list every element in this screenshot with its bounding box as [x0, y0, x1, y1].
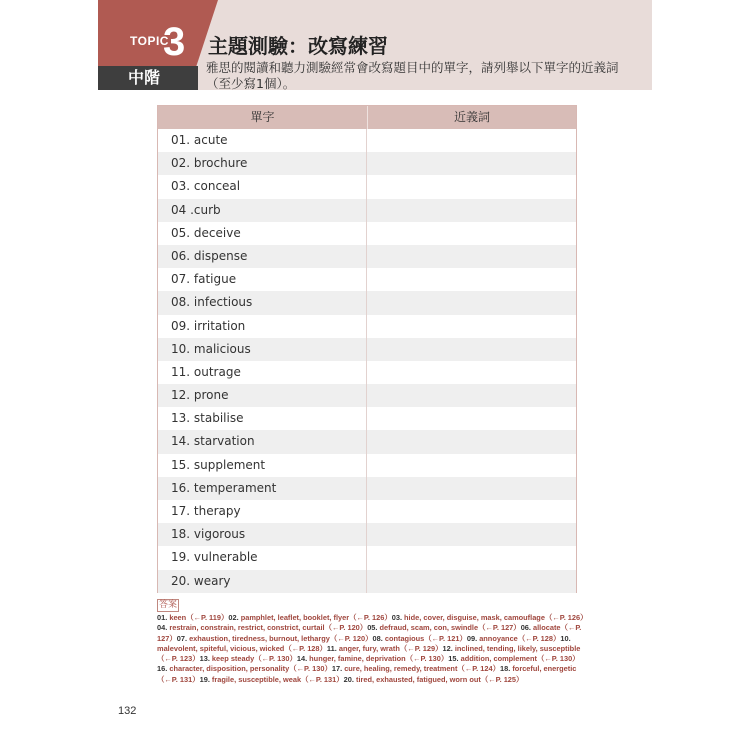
topic-label: TOPIC: [130, 34, 169, 48]
page-number: 132: [118, 705, 137, 717]
table-row: [158, 315, 576, 338]
answer-number: 12.: [442, 643, 455, 653]
synonym-answer-field[interactable]: [367, 338, 576, 361]
vocabulary-word: 20. weary: [158, 570, 367, 593]
answer-number: 11.: [326, 643, 339, 653]
table-header: [158, 106, 576, 129]
instructions: 雅思的閱讀和聽力測驗經常會改寫題目中的單字，請列舉以下單字的近義詞（至少寫1個）。: [206, 60, 619, 91]
table-row: [158, 430, 576, 453]
answer-page-ref: （←P. 129）: [399, 643, 443, 653]
table-row: [158, 129, 576, 152]
vocabulary-word: 10. malicious: [158, 338, 367, 361]
answer-synonyms: cure, healing, remedy, treatment: [344, 664, 458, 674]
answer-number: 19.: [199, 674, 212, 684]
answer-number: 14.: [296, 654, 310, 664]
synonym-answer-field[interactable]: [367, 430, 576, 453]
vocabulary-word: 02. brochure: [158, 152, 367, 175]
answer-synonyms: malevolent, spiteful, vicious, wicked: [157, 643, 285, 653]
vocabulary-word: 07. fatigue: [158, 268, 367, 291]
table-row: [158, 546, 576, 569]
page-title: 主題測驗：改寫練習: [208, 34, 388, 58]
vocabulary-word: 17. therapy: [158, 500, 367, 523]
answer-number: 06.: [520, 623, 534, 633]
answer-synonyms: forceful, energetic: [512, 664, 577, 674]
answer-tag: 答案: [159, 600, 178, 610]
answer-synonyms: contagious: [384, 633, 425, 643]
synonym-answer-field[interactable]: [367, 222, 576, 245]
table-row: [158, 222, 576, 245]
answer-synonyms: pamphlet, leaflet, booklet, flyer: [240, 613, 350, 622]
answer-number: 09.: [466, 633, 480, 643]
answer-synonyms: defraud, scam, con, swindle: [379, 623, 479, 633]
answer-synonyms: restrain, constrain, restrict, constrict, curtail: [169, 623, 325, 633]
answer-page-ref: （←P. 121）: [424, 633, 467, 643]
answer-synonyms: character, disposition, personality: [169, 664, 290, 674]
answer-number: 10.: [560, 633, 571, 643]
table-row: [158, 570, 576, 593]
answer-number: 18.: [500, 664, 513, 674]
vocabulary-word: 11. outrage: [158, 361, 367, 384]
column-header-word: 單字: [158, 106, 368, 129]
table-row: [158, 361, 576, 384]
vocabulary-word: 13. stabilise: [158, 407, 367, 430]
answer-page-ref: （←P. 130）: [289, 664, 332, 674]
vocabulary-word: 16. temperament: [158, 477, 367, 500]
answer-number: 03.: [391, 613, 405, 622]
answer-page-ref: （←P. 120）: [324, 623, 368, 633]
answer-synonyms: addition, complement: [460, 654, 537, 664]
answer-number: 04.: [157, 623, 170, 633]
answer-number: 07.: [176, 633, 190, 643]
vocabulary-word: 03. conceal: [158, 175, 367, 198]
synonym-answer-field[interactable]: [367, 546, 576, 569]
table-row: [158, 175, 576, 198]
answer-synonyms: annoyance: [479, 633, 518, 643]
answer-synonyms: hide, cover, disguise, mask, camouflage: [404, 613, 545, 622]
table-row: [158, 384, 576, 407]
synonym-answer-field[interactable]: [367, 570, 576, 593]
answer-page-ref: （←P. 120）: [329, 633, 373, 643]
vocabulary-word: 15. supplement: [158, 454, 367, 477]
table-row: [158, 245, 576, 268]
table-row: [158, 152, 576, 175]
answer-number: 01.: [157, 613, 170, 622]
vocabulary-word: 01. acute: [158, 129, 367, 152]
answer-page-ref: （←P. 124）: [457, 664, 501, 674]
synonym-answer-field[interactable]: [367, 291, 576, 314]
answer-synonyms: fragile, susceptible, weak: [211, 674, 302, 684]
answer-key: [157, 613, 589, 685]
answer-synonyms: hunger, famine, deprivation: [309, 654, 406, 664]
answer-synonyms: tired, exhausted, fatigued, worn out: [355, 674, 481, 684]
table-row: [158, 477, 576, 500]
table-row: [158, 407, 576, 430]
synonym-answer-field[interactable]: [367, 199, 576, 222]
table-row: [158, 291, 576, 314]
answer-page-ref: （←P. 127）: [478, 623, 521, 633]
table-row: [158, 500, 576, 523]
answer-page-ref: （←P. 130）: [405, 654, 449, 664]
synonym-answer-field[interactable]: [367, 175, 576, 198]
vocabulary-word: 12. prone: [158, 384, 367, 407]
answer-page-ref: （←P. 128）: [284, 643, 327, 653]
topic-number: 3: [163, 20, 186, 64]
answer-number: 05.: [367, 623, 380, 633]
vocabulary-word: 19. vulnerable: [158, 546, 367, 569]
synonym-answer-field[interactable]: [367, 454, 576, 477]
synonym-answer-field[interactable]: [367, 268, 576, 291]
vocabulary-word: 09. irritation: [158, 315, 367, 338]
vocabulary-table: [157, 105, 577, 593]
table-row: [158, 523, 576, 546]
answer-number: 16.: [157, 664, 170, 674]
table-row: [158, 268, 576, 291]
synonym-answer-field[interactable]: [367, 245, 576, 268]
answer-page-ref: （←P. 123）: [157, 654, 200, 664]
answer-synonyms: anger, fury, wrath: [338, 643, 400, 653]
answer-number: 02.: [228, 613, 241, 622]
synonym-answer-field[interactable]: [367, 152, 576, 175]
answer-page-ref: （←P. 130）: [536, 654, 580, 664]
answer-page-ref: （←P. 131）: [301, 674, 344, 684]
vocabulary-word: 04 .curb: [158, 199, 367, 222]
answer-synonyms: keen: [169, 613, 187, 622]
answer-page-ref: （←P. 126）: [349, 613, 392, 622]
table-row: [158, 454, 576, 477]
answer-page-ref: （←P. 131）: [157, 674, 200, 684]
level-label: 中階: [128, 68, 161, 87]
answer-page-ref: （←P. 119）: [186, 613, 229, 622]
synonym-answer-field[interactable]: [367, 315, 576, 338]
answer-number: 15.: [448, 654, 461, 664]
answer-synonyms: exhaustion, tiredness, burnout, lethargy: [189, 633, 330, 643]
vocabulary-word: 08. infectious: [158, 291, 367, 314]
table-row: [158, 338, 576, 361]
answer-page-ref: （←P. 128）: [517, 633, 561, 643]
answer-page-ref: （←P. 126）: [544, 613, 588, 622]
answer-number: 17.: [331, 664, 345, 674]
vocabulary-word: 14. starvation: [158, 430, 367, 453]
synonym-answer-field[interactable]: [367, 477, 576, 500]
synonym-answer-field[interactable]: [367, 500, 576, 523]
synonym-answer-field[interactable]: [367, 129, 576, 152]
table-body: [158, 129, 576, 593]
answer-synonyms: inclined, tending, likely, susceptible: [454, 643, 581, 653]
answer-page-ref: （←P. 127）: [157, 623, 582, 643]
synonym-answer-field[interactable]: [367, 523, 576, 546]
vocabulary-word: 05. deceive: [158, 222, 367, 245]
vocabulary-word: 18. vigorous: [158, 523, 367, 546]
synonym-answer-field[interactable]: [367, 407, 576, 430]
answer-page-ref: （←P. 130）: [254, 654, 297, 664]
answer-number: 20.: [343, 674, 356, 684]
answer-number: 08.: [372, 633, 385, 643]
vocabulary-word: 06. dispense: [158, 245, 367, 268]
answer-page-ref: （←P. 125）: [480, 674, 524, 684]
synonym-answer-field[interactable]: [367, 384, 576, 407]
answer-number: 13.: [199, 654, 212, 664]
column-header-synonym: 近義詞: [453, 110, 490, 124]
table-row: [158, 199, 576, 222]
answer-synonyms: allocate: [533, 623, 561, 633]
answer-synonyms: keep steady: [211, 654, 255, 664]
synonym-answer-field[interactable]: [367, 361, 576, 384]
